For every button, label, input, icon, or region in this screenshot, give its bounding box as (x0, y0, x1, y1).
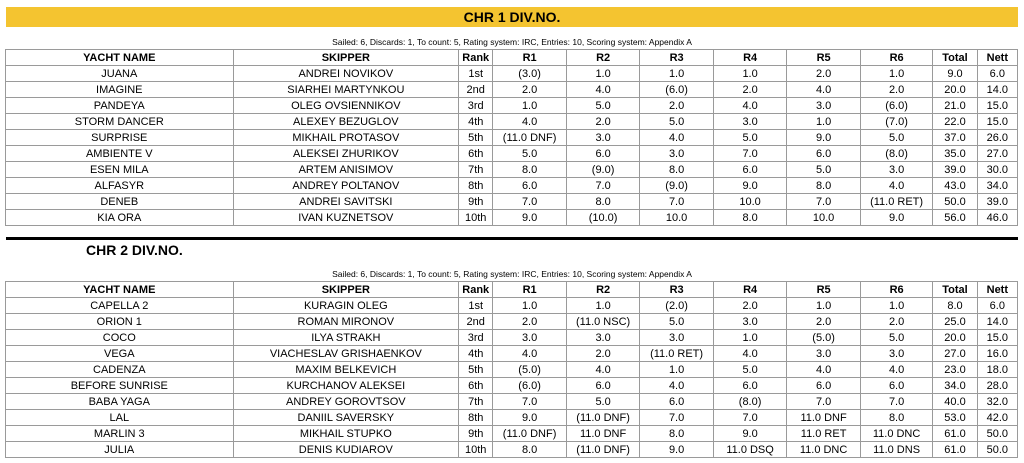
cell-rank: 4th (459, 114, 493, 130)
cell-r1: 9.0 (493, 210, 567, 226)
cell-rank: 2nd (459, 314, 493, 330)
cell-yacht-name: PANDEYA (6, 98, 234, 114)
cell-total: 39.0 (933, 162, 977, 178)
cell-r4: 5.0 (713, 362, 787, 378)
cell-rank: 1st (459, 66, 493, 82)
table-header-row (6, 282, 1018, 298)
table-row (6, 426, 1018, 442)
cell-r4: 3.0 (713, 314, 787, 330)
column-header-skipper: SKIPPER (233, 50, 459, 66)
section-2-results-table (5, 281, 1018, 458)
cell-total: 34.0 (933, 378, 977, 394)
cell-skipper: VIACHESLAV GRISHAENKOV (233, 346, 459, 362)
cell-r2: 6.0 (566, 378, 640, 394)
cell-skipper: DANIIL SAVERSKY (233, 410, 459, 426)
cell-nett: 6.0 (977, 66, 1017, 82)
cell-r1: (6.0) (493, 378, 567, 394)
cell-r6: (8.0) (860, 146, 933, 162)
cell-yacht-name: CAPELLA 2 (6, 298, 234, 314)
cell-r6: (11.0 RET) (860, 194, 933, 210)
cell-total: 50.0 (933, 194, 977, 210)
table-row (6, 394, 1018, 410)
cell-r6: 11.0 DNS (860, 442, 933, 458)
cell-rank: 10th (459, 442, 493, 458)
cell-yacht-name: KIA ORA (6, 210, 234, 226)
cell-nett: 14.0 (977, 314, 1017, 330)
cell-r3: 3.0 (640, 146, 714, 162)
cell-r6: (6.0) (860, 98, 933, 114)
section-2-title: CHR 2 DIV.NO. (6, 237, 1018, 259)
cell-r5: 6.0 (787, 146, 861, 162)
cell-nett: 50.0 (977, 426, 1017, 442)
table-row (6, 146, 1018, 162)
cell-skipper: ANDREI SAVITSKI (233, 194, 459, 210)
cell-total: 37.0 (933, 130, 977, 146)
cell-r4: 5.0 (713, 130, 787, 146)
cell-yacht-name: JUANA (6, 66, 234, 82)
cell-r6: 8.0 (860, 410, 933, 426)
cell-r3: (6.0) (640, 82, 714, 98)
cell-r6: 5.0 (860, 130, 933, 146)
cell-skipper: SIARHEI MARTYNKOU (233, 82, 459, 98)
cell-r3: 5.0 (640, 114, 714, 130)
cell-r2: 4.0 (566, 362, 640, 378)
cell-r2: 11.0 DNF (566, 426, 640, 442)
cell-r1: 4.0 (493, 346, 567, 362)
cell-nett: 16.0 (977, 346, 1017, 362)
column-header-total: Total (933, 50, 977, 66)
cell-r4: 6.0 (713, 378, 787, 394)
cell-skipper: IVAN KUZNETSOV (233, 210, 459, 226)
cell-r2: (11.0 DNF) (566, 410, 640, 426)
column-header-r1: R1 (493, 50, 567, 66)
cell-r2: 2.0 (566, 114, 640, 130)
cell-r4: 1.0 (713, 330, 787, 346)
cell-r1: 1.0 (493, 98, 567, 114)
cell-r3: (9.0) (640, 178, 714, 194)
cell-total: 22.0 (933, 114, 977, 130)
cell-nett: 42.0 (977, 410, 1017, 426)
column-header-rank: Rank (459, 282, 493, 298)
cell-r2: (9.0) (566, 162, 640, 178)
cell-nett: 14.0 (977, 82, 1017, 98)
cell-r6: 5.0 (860, 330, 933, 346)
cell-r4: 2.0 (713, 298, 787, 314)
section-1-meta: Sailed: 6, Discards: 1, To count: 5, Rating system: IRC, Entries: 10, Scoring system: Appendix A (332, 37, 692, 47)
cell-r6: 1.0 (860, 66, 933, 82)
cell-total: 23.0 (933, 362, 977, 378)
cell-r3: 2.0 (640, 98, 714, 114)
cell-r3: (2.0) (640, 298, 714, 314)
cell-r6: 2.0 (860, 82, 933, 98)
cell-r2: 1.0 (566, 298, 640, 314)
cell-yacht-name: BABA YAGA (6, 394, 234, 410)
column-header-r2: R2 (566, 282, 640, 298)
cell-skipper: ROMAN MIRONOV (233, 314, 459, 330)
cell-yacht-name: ALFASYR (6, 178, 234, 194)
cell-nett: 15.0 (977, 330, 1017, 346)
cell-r5: 4.0 (787, 82, 861, 98)
cell-yacht-name: VEGA (6, 346, 234, 362)
cell-yacht-name: MARLIN 3 (6, 426, 234, 442)
cell-r3: 8.0 (640, 426, 714, 442)
cell-rank: 6th (459, 146, 493, 162)
cell-r3: 5.0 (640, 314, 714, 330)
cell-skipper: OLEG OVSIENNIKOV (233, 98, 459, 114)
cell-yacht-name: JULIA (6, 442, 234, 458)
cell-r1: 5.0 (493, 146, 567, 162)
cell-r3: 9.0 (640, 442, 714, 458)
table-header-row (6, 50, 1018, 66)
table-row (6, 66, 1018, 82)
cell-r1: 8.0 (493, 442, 567, 458)
cell-total: 25.0 (933, 314, 977, 330)
cell-r1: 2.0 (493, 314, 567, 330)
cell-r4: 9.0 (713, 178, 787, 194)
cell-nett: 34.0 (977, 178, 1017, 194)
cell-r1: (11.0 DNF) (493, 130, 567, 146)
column-header-r5: R5 (787, 50, 861, 66)
cell-skipper: ANDREY POLTANOV (233, 178, 459, 194)
cell-total: 40.0 (933, 394, 977, 410)
cell-yacht-name: ORION 1 (6, 314, 234, 330)
cell-r5: 6.0 (787, 378, 861, 394)
cell-rank: 9th (459, 194, 493, 210)
cell-yacht-name: STORM DANCER (6, 114, 234, 130)
cell-total: 20.0 (933, 330, 977, 346)
cell-r3: 7.0 (640, 194, 714, 210)
cell-r6: 1.0 (860, 298, 933, 314)
cell-rank: 6th (459, 378, 493, 394)
cell-yacht-name: ESEN MILA (6, 162, 234, 178)
cell-r5: 1.0 (787, 298, 861, 314)
table-row (6, 162, 1018, 178)
cell-yacht-name: IMAGINE (6, 82, 234, 98)
cell-r4: 4.0 (713, 98, 787, 114)
cell-rank: 4th (459, 346, 493, 362)
cell-r5: 5.0 (787, 162, 861, 178)
cell-r1: 2.0 (493, 82, 567, 98)
cell-skipper: MIKHAIL PROTASOV (233, 130, 459, 146)
cell-nett: 28.0 (977, 378, 1017, 394)
cell-r4: 4.0 (713, 346, 787, 362)
cell-nett: 32.0 (977, 394, 1017, 410)
cell-rank: 7th (459, 394, 493, 410)
cell-r5: 11.0 DNC (787, 442, 861, 458)
cell-total: 35.0 (933, 146, 977, 162)
cell-r2: 5.0 (566, 98, 640, 114)
cell-r2: (11.0 DNF) (566, 442, 640, 458)
cell-r6: 4.0 (860, 178, 933, 194)
cell-rank: 9th (459, 426, 493, 442)
table-row (6, 98, 1018, 114)
cell-r2: 2.0 (566, 346, 640, 362)
cell-skipper: KURCHANOV ALEKSEI (233, 378, 459, 394)
column-header-yacht-name: YACHT NAME (6, 50, 234, 66)
section-1-title: CHR 1 DIV.NO. (6, 7, 1018, 27)
cell-r3: 8.0 (640, 162, 714, 178)
cell-r5: 4.0 (787, 362, 861, 378)
cell-r5: 10.0 (787, 210, 861, 226)
cell-total: 61.0 (933, 442, 977, 458)
cell-r3: 4.0 (640, 130, 714, 146)
cell-r4: 8.0 (713, 210, 787, 226)
column-header-yacht-name: YACHT NAME (6, 282, 234, 298)
cell-r3: 6.0 (640, 394, 714, 410)
cell-r2: 8.0 (566, 194, 640, 210)
cell-nett: 50.0 (977, 442, 1017, 458)
table-row (6, 114, 1018, 130)
cell-r1: 1.0 (493, 298, 567, 314)
cell-rank: 8th (459, 178, 493, 194)
cell-total: 56.0 (933, 210, 977, 226)
cell-r6: 4.0 (860, 362, 933, 378)
cell-r6: (7.0) (860, 114, 933, 130)
cell-r5: 8.0 (787, 178, 861, 194)
table-row (6, 194, 1018, 210)
column-header-rank: Rank (459, 50, 493, 66)
column-header-r6: R6 (860, 282, 933, 298)
section-1-results-table (5, 49, 1018, 226)
cell-r1: 8.0 (493, 162, 567, 178)
cell-r2: 3.0 (566, 130, 640, 146)
cell-total: 27.0 (933, 346, 977, 362)
cell-r3: (11.0 RET) (640, 346, 714, 362)
cell-r2: 6.0 (566, 146, 640, 162)
cell-r4: 7.0 (713, 410, 787, 426)
cell-skipper: ALEXEY BEZUGLOV (233, 114, 459, 130)
cell-skipper: MAXIM BELKEVICH (233, 362, 459, 378)
cell-nett: 15.0 (977, 98, 1017, 114)
cell-skipper: ALEKSEI ZHURIKOV (233, 146, 459, 162)
cell-skipper: ANDREY GOROVTSOV (233, 394, 459, 410)
cell-r5: 3.0 (787, 346, 861, 362)
cell-r4: 7.0 (713, 146, 787, 162)
cell-skipper: ANDREI NOVIKOV (233, 66, 459, 82)
cell-r4: 9.0 (713, 426, 787, 442)
column-header-nett: Nett (977, 50, 1017, 66)
cell-r6: 7.0 (860, 394, 933, 410)
cell-r4: 1.0 (713, 66, 787, 82)
cell-r4: 3.0 (713, 114, 787, 130)
cell-yacht-name: COCO (6, 330, 234, 346)
cell-nett: 15.0 (977, 114, 1017, 130)
column-header-skipper: SKIPPER (233, 282, 459, 298)
cell-r5: 2.0 (787, 66, 861, 82)
cell-r1: 4.0 (493, 114, 567, 130)
table-row (6, 346, 1018, 362)
cell-r2: (10.0) (566, 210, 640, 226)
cell-r6: 6.0 (860, 378, 933, 394)
cell-r4: (8.0) (713, 394, 787, 410)
cell-r1: 9.0 (493, 410, 567, 426)
cell-r6: 3.0 (860, 162, 933, 178)
table-row (6, 130, 1018, 146)
cell-r6: 3.0 (860, 346, 933, 362)
cell-nett: 26.0 (977, 130, 1017, 146)
cell-total: 43.0 (933, 178, 977, 194)
cell-r1: (11.0 DNF) (493, 426, 567, 442)
cell-rank: 5th (459, 362, 493, 378)
cell-r2: 5.0 (566, 394, 640, 410)
cell-yacht-name: SURPRISE (6, 130, 234, 146)
table-row (6, 178, 1018, 194)
cell-yacht-name: BEFORE SUNRISE (6, 378, 234, 394)
cell-skipper: KURAGIN OLEG (233, 298, 459, 314)
cell-total: 53.0 (933, 410, 977, 426)
column-header-r1: R1 (493, 282, 567, 298)
column-header-nett: Nett (977, 282, 1017, 298)
cell-r5: 1.0 (787, 114, 861, 130)
column-header-r5: R5 (787, 282, 861, 298)
cell-r3: 4.0 (640, 378, 714, 394)
cell-r4: 2.0 (713, 82, 787, 98)
cell-nett: 30.0 (977, 162, 1017, 178)
column-header-r3: R3 (640, 282, 714, 298)
cell-r3: 7.0 (640, 410, 714, 426)
column-header-r3: R3 (640, 50, 714, 66)
cell-r1: 7.0 (493, 194, 567, 210)
column-header-total: Total (933, 282, 977, 298)
cell-r1: 6.0 (493, 178, 567, 194)
column-header-r6: R6 (860, 50, 933, 66)
cell-total: 61.0 (933, 426, 977, 442)
cell-rank: 8th (459, 410, 493, 426)
cell-skipper: DENIS KUDIAROV (233, 442, 459, 458)
cell-yacht-name: AMBIENTE V (6, 146, 234, 162)
cell-total: 21.0 (933, 98, 977, 114)
cell-r5: (5.0) (787, 330, 861, 346)
cell-r5: 7.0 (787, 194, 861, 210)
cell-rank: 2nd (459, 82, 493, 98)
cell-r4: 10.0 (713, 194, 787, 210)
cell-yacht-name: LAL (6, 410, 234, 426)
cell-r1: 7.0 (493, 394, 567, 410)
cell-yacht-name: DENEB (6, 194, 234, 210)
cell-total: 9.0 (933, 66, 977, 82)
cell-total: 20.0 (933, 82, 977, 98)
table-row (6, 442, 1018, 458)
cell-r5: 3.0 (787, 98, 861, 114)
table-row (6, 362, 1018, 378)
cell-r6: 11.0 DNC (860, 426, 933, 442)
cell-r1: (3.0) (493, 66, 567, 82)
cell-rank: 7th (459, 162, 493, 178)
cell-r6: 9.0 (860, 210, 933, 226)
cell-r3: 1.0 (640, 362, 714, 378)
cell-skipper: ILYA STRAKH (233, 330, 459, 346)
cell-r6: 2.0 (860, 314, 933, 330)
table-row (6, 210, 1018, 226)
cell-nett: 39.0 (977, 194, 1017, 210)
cell-r2: 4.0 (566, 82, 640, 98)
cell-r4: 11.0 DSQ (713, 442, 787, 458)
cell-r5: 2.0 (787, 314, 861, 330)
table-row (6, 298, 1018, 314)
cell-r1: 3.0 (493, 330, 567, 346)
cell-rank: 5th (459, 130, 493, 146)
cell-nett: 46.0 (977, 210, 1017, 226)
table-row (6, 314, 1018, 330)
cell-nett: 18.0 (977, 362, 1017, 378)
cell-skipper: MIKHAIL STUPKO (233, 426, 459, 442)
cell-r2: 1.0 (566, 66, 640, 82)
cell-r5: 7.0 (787, 394, 861, 410)
cell-r3: 1.0 (640, 66, 714, 82)
cell-r4: 6.0 (713, 162, 787, 178)
cell-skipper: ARTEM ANISIMOV (233, 162, 459, 178)
cell-rank: 3rd (459, 98, 493, 114)
cell-rank: 3rd (459, 330, 493, 346)
table-row (6, 410, 1018, 426)
column-header-r4: R4 (713, 282, 787, 298)
cell-r2: (11.0 NSC) (566, 314, 640, 330)
cell-r5: 11.0 DNF (787, 410, 861, 426)
cell-yacht-name: CADENZA (6, 362, 234, 378)
column-header-r4: R4 (713, 50, 787, 66)
cell-total: 8.0 (933, 298, 977, 314)
cell-r3: 3.0 (640, 330, 714, 346)
table-row (6, 82, 1018, 98)
cell-r5: 9.0 (787, 130, 861, 146)
cell-nett: 27.0 (977, 146, 1017, 162)
cell-rank: 10th (459, 210, 493, 226)
cell-rank: 1st (459, 298, 493, 314)
cell-nett: 6.0 (977, 298, 1017, 314)
section-2-meta: Sailed: 6, Discards: 1, To count: 5, Rating system: IRC, Entries: 10, Scoring system: Appendix A (332, 269, 692, 279)
cell-r3: 10.0 (640, 210, 714, 226)
table-row (6, 330, 1018, 346)
column-header-r2: R2 (566, 50, 640, 66)
cell-r2: 7.0 (566, 178, 640, 194)
cell-r2: 3.0 (566, 330, 640, 346)
cell-r5: 11.0 RET (787, 426, 861, 442)
table-row (6, 378, 1018, 394)
cell-r1: (5.0) (493, 362, 567, 378)
